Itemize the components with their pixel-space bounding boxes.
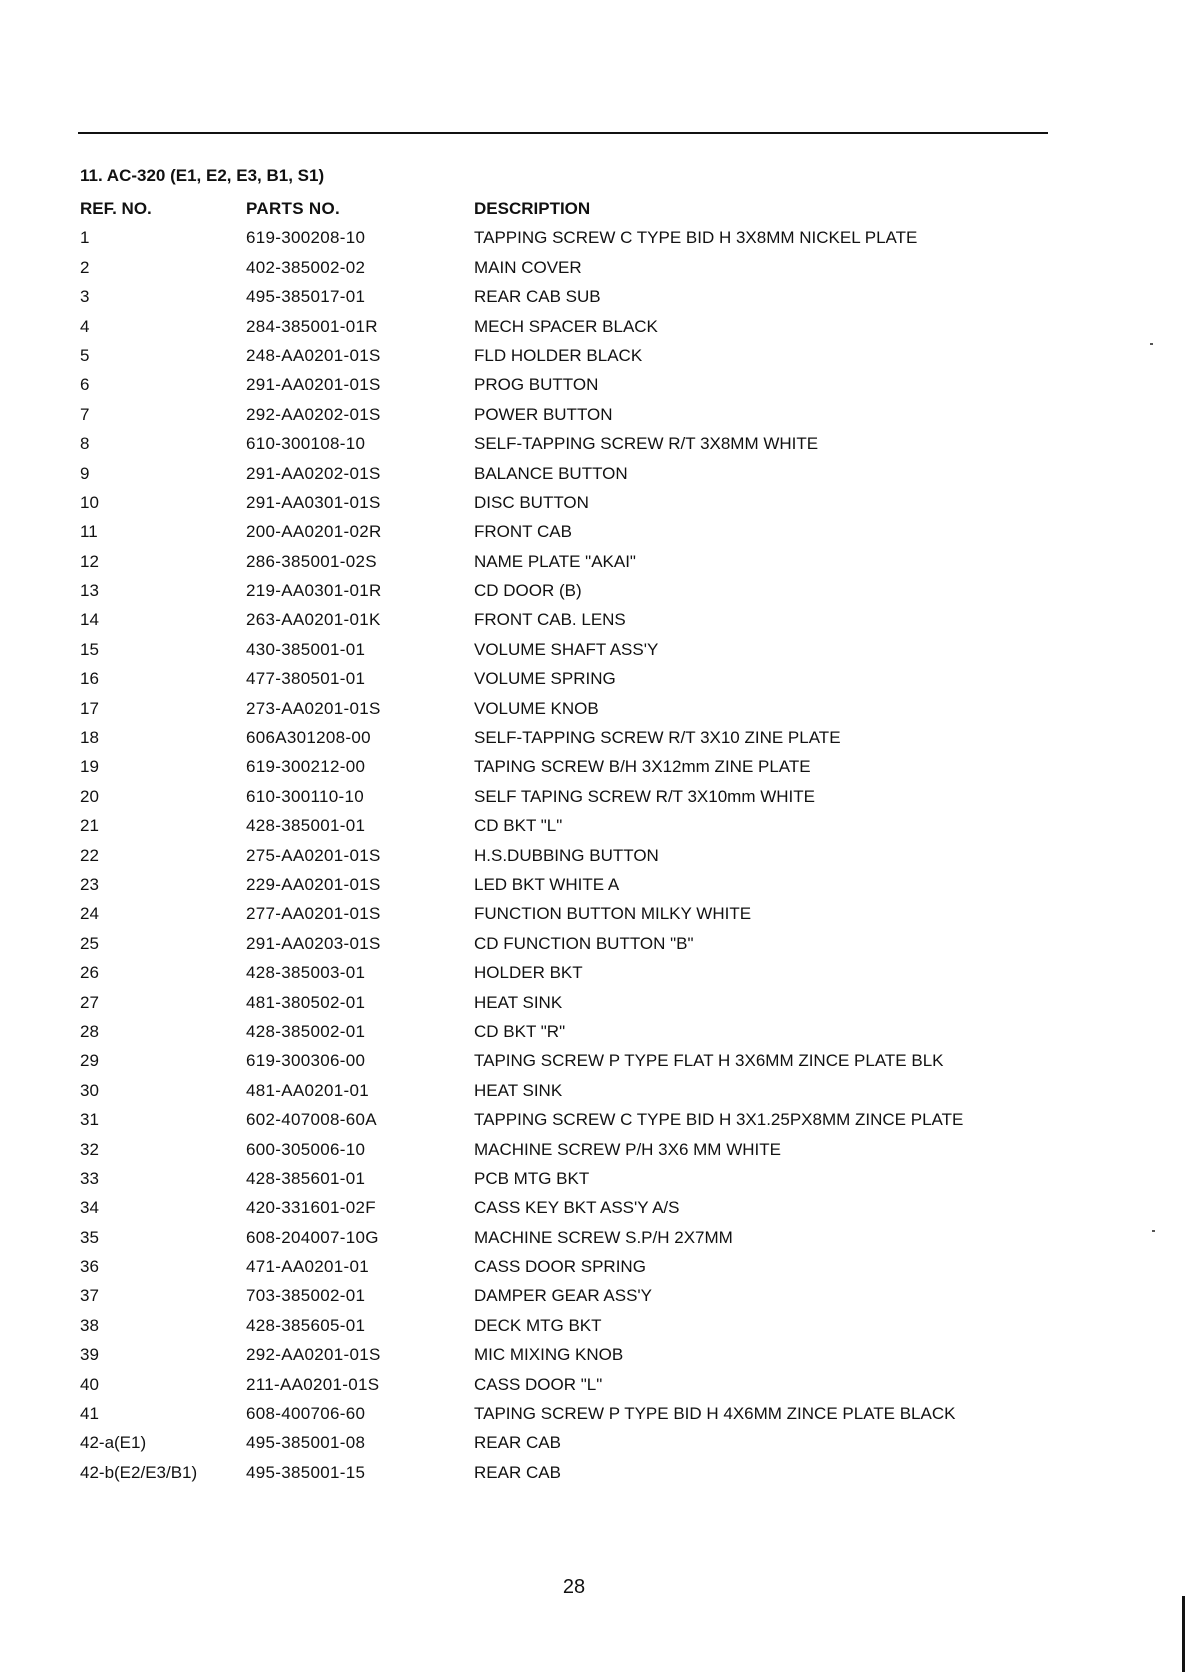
ref-cell: 29 <box>80 1051 99 1071</box>
ref-cell: 34 <box>80 1198 99 1218</box>
description-cell: LED BKT WHITE A <box>474 874 620 894</box>
table-row <box>80 253 1040 282</box>
part-no-cell: 286-385001-02S <box>246 551 377 571</box>
ref-cell: 9 <box>80 463 90 483</box>
ref-cell: 41 <box>80 1404 99 1424</box>
ref-cell: 3 <box>80 287 90 307</box>
table-row <box>80 1311 1040 1340</box>
ref-cell: 2 <box>80 257 90 277</box>
scan-speck <box>1152 1230 1155 1232</box>
description-cell: FRONT CAB <box>474 522 572 542</box>
part-no-cell: 229-AA0201-01S <box>246 874 381 894</box>
table-row <box>80 782 1040 811</box>
header-description: DESCRIPTION <box>474 199 591 218</box>
table-row <box>80 1193 1040 1222</box>
ref-cell: 11 <box>80 522 98 542</box>
ref-cell: 8 <box>80 434 90 454</box>
part-no-cell: 428-385601-01 <box>246 1168 366 1188</box>
table-row <box>80 1017 1040 1046</box>
ref-cell: 36 <box>80 1257 99 1277</box>
ref-cell: 28 <box>80 1021 99 1041</box>
part-no-cell: 200-AA0201-02R <box>246 522 382 542</box>
ref-cell: 10 <box>80 492 99 512</box>
ref-cell: 16 <box>80 669 99 689</box>
ref-cell: 22 <box>80 845 99 865</box>
table-row <box>80 899 1040 928</box>
ref-cell: 30 <box>80 1080 99 1100</box>
table-row <box>80 605 1040 634</box>
ref-cell: 4 <box>80 316 90 336</box>
table-row <box>80 752 1040 781</box>
ref-cell: 26 <box>80 963 99 983</box>
description-cell: CD FUNCTION BUTTON "B" <box>474 933 694 953</box>
description-cell: TAPPING SCREW C TYPE BID H 3X1.25PX8MM ZINCE PLATE <box>474 1110 964 1130</box>
part-no-cell: 495-385001-15 <box>246 1462 366 1482</box>
description-cell: DECK MTG BKT <box>474 1315 602 1335</box>
description-cell: PROG BUTTON <box>474 375 599 395</box>
table-row <box>80 1076 1040 1105</box>
description-cell: SELF-TAPPING SCREW R/T 3X10 ZINE PLATE <box>474 728 841 748</box>
ref-cell: 7 <box>80 404 90 424</box>
ref-cell: 42-a(E1) <box>80 1433 147 1453</box>
ref-cell: 12 <box>80 551 99 571</box>
part-no-cell: 477-380501-01 <box>246 669 366 689</box>
table-row <box>80 223 1040 252</box>
description-cell: HOLDER BKT <box>474 963 583 983</box>
ref-cell: 19 <box>80 757 99 777</box>
ref-cell: 31 <box>80 1110 99 1130</box>
part-no-cell: 619-300306-00 <box>246 1051 366 1071</box>
table-row <box>80 488 1040 517</box>
ref-cell: 35 <box>80 1227 99 1247</box>
table-row <box>80 429 1040 458</box>
description-cell: POWER BUTTON <box>474 404 613 424</box>
parts-table <box>80 194 1040 1487</box>
part-no-cell: 248-AA0201-01S <box>246 345 381 365</box>
table-row <box>80 870 1040 899</box>
description-cell: TAPPING SCREW C TYPE BID H 3X8MM NICKEL PLATE <box>474 228 918 248</box>
table-row <box>80 723 1040 752</box>
table-row <box>80 459 1040 488</box>
ref-cell: 33 <box>80 1168 99 1188</box>
table-row <box>80 576 1040 605</box>
description-cell: FRONT CAB. LENS <box>474 610 626 630</box>
table-row <box>80 1164 1040 1193</box>
description-cell: DAMPER GEAR ASS'Y <box>474 1286 653 1306</box>
description-cell: CASS DOOR "L" <box>474 1374 603 1394</box>
ref-cell: 15 <box>80 639 99 659</box>
header-ref-no: REF. NO. <box>80 199 152 218</box>
description-cell: BALANCE BUTTON <box>474 463 628 483</box>
table-row <box>80 1340 1040 1369</box>
part-no-cell: 291-AA0301-01S <box>246 492 381 512</box>
part-no-cell: 263-AA0201-01K <box>246 610 381 630</box>
description-cell: REAR CAB <box>474 1433 561 1453</box>
ref-cell: 5 <box>80 345 90 365</box>
table-header <box>80 194 1040 223</box>
description-cell: SELF-TAPPING SCREW R/T 3X8MM WHITE <box>474 434 819 454</box>
table-row <box>80 958 1040 987</box>
ref-cell: 14 <box>80 610 99 630</box>
part-no-cell: 420-331601-02F <box>246 1198 376 1218</box>
description-cell: MIC MIXING KNOB <box>474 1345 624 1365</box>
description-cell: CASS KEY BKT ASS'Y A/S <box>474 1198 680 1218</box>
description-cell: H.S.DUBBING BUTTON <box>474 845 659 865</box>
table-row <box>80 341 1040 370</box>
ref-cell: 20 <box>80 786 99 806</box>
ref-cell: 42-b(E2/E3/B1) <box>80 1462 198 1482</box>
part-no-cell: 292-AA0202-01S <box>246 404 381 424</box>
description-cell: MACHINE SCREW S.P/H 2X7MM <box>474 1227 733 1247</box>
part-no-cell: 495-385001-08 <box>246 1433 366 1453</box>
part-no-cell: 211-AA0201-01S <box>246 1374 380 1394</box>
ref-cell: 17 <box>80 698 99 718</box>
ref-cell: 32 <box>80 1139 99 1159</box>
table-row <box>80 811 1040 840</box>
part-no-cell: 277-AA0201-01S <box>246 904 381 924</box>
part-no-cell: 481-380502-01 <box>246 992 366 1012</box>
description-cell: REAR CAB SUB <box>474 287 601 307</box>
table-row <box>80 1399 1040 1428</box>
part-no-cell: 292-AA0201-01S <box>246 1345 381 1365</box>
part-no-cell: 430-385001-01 <box>246 639 366 659</box>
table-body <box>80 223 1040 1487</box>
table-row <box>80 1223 1040 1252</box>
table-row <box>80 694 1040 723</box>
description-cell: REAR CAB <box>474 1462 561 1482</box>
ref-cell: 25 <box>80 933 99 953</box>
part-no-cell: 610-300110-10 <box>246 786 364 806</box>
description-cell: VOLUME SPRING <box>474 669 616 689</box>
header-rule <box>78 132 1048 134</box>
description-cell: CD BKT "R" <box>474 1021 566 1041</box>
part-no-cell: 428-385002-01 <box>246 1021 366 1041</box>
table-row <box>80 635 1040 664</box>
part-no-cell: 428-385003-01 <box>246 963 366 983</box>
ref-cell: 13 <box>80 581 99 601</box>
table-row <box>80 517 1040 546</box>
ref-cell: 23 <box>80 874 99 894</box>
table-row <box>80 1252 1040 1281</box>
ref-cell: 39 <box>80 1345 99 1365</box>
part-no-cell: 291-AA0202-01S <box>246 463 381 483</box>
description-cell: MACHINE SCREW P/H 3X6 MM WHITE <box>474 1139 781 1159</box>
description-cell: FLD HOLDER BLACK <box>474 345 643 365</box>
table-row <box>80 1046 1040 1075</box>
scan-edge-mark <box>1182 1596 1185 1672</box>
description-cell: FUNCTION BUTTON MILKY WHITE <box>474 904 752 924</box>
part-no-cell: 703-385002-01 <box>246 1286 366 1306</box>
table-row <box>80 988 1040 1017</box>
table-row <box>80 400 1040 429</box>
ref-cell: 27 <box>80 992 99 1012</box>
description-cell: TAPING SCREW P TYPE BID H 4X6MM ZINCE PLATE BLACK <box>474 1404 956 1424</box>
header-parts-no: PARTS NO. <box>246 199 341 218</box>
part-no-cell: 291-AA0203-01S <box>246 933 381 953</box>
description-cell: HEAT SINK <box>474 1080 563 1100</box>
part-no-cell: 275-AA0201-01S <box>246 845 381 865</box>
description-cell: VOLUME SHAFT ASS'Y <box>474 639 659 659</box>
part-no-cell: 608-400706-60 <box>246 1404 366 1424</box>
table-row <box>80 664 1040 693</box>
description-cell: VOLUME KNOB <box>474 698 599 718</box>
part-no-cell: 602-407008-60A <box>246 1110 377 1130</box>
page-number: 28 <box>562 1576 586 1598</box>
description-cell: HEAT SINK <box>474 992 563 1012</box>
table-row <box>80 929 1040 958</box>
part-no-cell: 600-305006-10 <box>246 1139 366 1159</box>
ref-cell: 38 <box>80 1315 99 1335</box>
description-cell: NAME PLATE "AKAI" <box>474 551 636 571</box>
ref-cell: 18 <box>80 728 99 748</box>
ref-cell: 21 <box>80 816 99 836</box>
part-no-cell: 481-AA0201-01 <box>246 1080 369 1100</box>
part-no-cell: 428-385001-01 <box>246 816 366 836</box>
part-no-cell: 606A301208-00 <box>246 728 371 748</box>
ref-cell: 37 <box>80 1286 99 1306</box>
table-row <box>80 1458 1040 1487</box>
description-cell: CASS DOOR SPRING <box>474 1257 646 1277</box>
table-row <box>80 1370 1040 1399</box>
ref-cell: 1 <box>80 228 90 248</box>
ref-cell: 40 <box>80 1374 99 1394</box>
description-cell: DISC BUTTON <box>474 492 589 512</box>
part-no-cell: 273-AA0201-01S <box>246 698 381 718</box>
description-cell: SELF TAPING SCREW R/T 3X10mm WHITE <box>474 786 815 806</box>
description-cell: CD DOOR (B) <box>474 581 582 601</box>
part-no-cell: 291-AA0201-01S <box>246 375 381 395</box>
part-no-cell: 428-385605-01 <box>246 1315 366 1335</box>
table-row <box>80 282 1040 311</box>
part-no-cell: 608-204007-10G <box>246 1227 379 1247</box>
table-row <box>80 1281 1040 1310</box>
part-no-cell: 402-385002-02 <box>246 257 366 277</box>
description-cell: TAPING SCREW B/H 3X12mm ZINE PLATE <box>474 757 811 777</box>
part-no-cell: 219-AA0301-01R <box>246 581 382 601</box>
description-cell: CD BKT "L" <box>474 816 563 836</box>
description-cell: MECH SPACER BLACK <box>474 316 658 336</box>
table-row <box>80 1105 1040 1134</box>
part-no-cell: 619-300208-10 <box>246 228 366 248</box>
part-no-cell: 610-300108-10 <box>246 434 366 454</box>
section-title: 11. AC-320 (E1, E2, E3, B1, S1) <box>80 166 325 185</box>
ref-cell: 24 <box>80 904 99 924</box>
table-row <box>80 312 1040 341</box>
part-no-cell: 471-AA0201-01 <box>246 1257 369 1277</box>
description-cell: PCB MTG BKT <box>474 1168 590 1188</box>
table-row <box>80 1428 1040 1457</box>
description-cell: TAPING SCREW P TYPE FLAT H 3X6MM ZINCE PLATE BLK <box>474 1051 944 1071</box>
table-row <box>80 841 1040 870</box>
part-no-cell: 284-385001-01R <box>246 316 378 336</box>
table-row <box>80 1135 1040 1164</box>
table-row <box>80 370 1040 399</box>
part-no-cell: 495-385017-01 <box>246 287 366 307</box>
part-no-cell: 619-300212-00 <box>246 757 366 777</box>
ref-cell: 6 <box>80 375 90 395</box>
description-cell: MAIN COVER <box>474 257 582 277</box>
table-row <box>80 547 1040 576</box>
scan-speck <box>1150 343 1153 345</box>
